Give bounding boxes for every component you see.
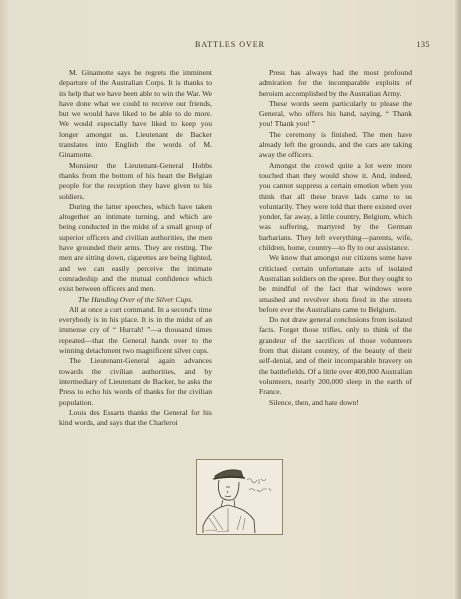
right-column bbox=[259, 68, 412, 408]
paragraph: Press has always had the most profound admiration for the incomparable exploits of heroism accomplished by the Australian Army. bbox=[259, 68, 412, 98]
section-heading: The Handing Over of the Silver Cups. bbox=[78, 294, 193, 304]
paragraph: Do not draw general conclusions from isolated facts. Forget those trifles, only to think of the grandeur of the sacrifices of those volunteers from that distant country, of the beauty of their self-denial, and of their incomparable bravery on the battlefields. Of a little over 400,000 Australian volunteers, nearly 200,000 sleep in the earth of France. bbox=[259, 315, 412, 397]
paragraph: Monsieur the Lieutenant-General Hobbs thanks from the bottom of his heart the Belgian people for the reception they have given to his soldiers. bbox=[59, 160, 212, 201]
paragraph: Silence, then, and hate down! bbox=[269, 397, 359, 407]
paragraph: During the latter speeches, which have taken altogether an intimate turning, and which are being conducted in the midst of a small group of superior officers and civilian authorities, the men have grounded their arms. They are resting. The men are sitting down, cigarettes are being lighted, and we can easily perceive the intimate comradeship and the mutual confidence which exist between officers and men. bbox=[59, 201, 212, 294]
paragraph: M. Ginamotte says he regrets the imminent departure of the Australian Corps. It is thanks to its help that we have been able to win the War. We have done what we could to receive our friends, but we would have liked to be able to do more. We would especially have liked to keep you longer amongst us. Lieutenant de Backer translates into English the words of M. Ginamotte. bbox=[59, 68, 212, 160]
paragraph: All at once a curt command. In a second's time everybody is in his place. It is in the midst of an immense cry of “ Hurrah! ”—a thousand times repeated—that the General hands over to the winning detachment two magnificent silver cups. bbox=[59, 304, 212, 356]
page-number: 135 bbox=[416, 40, 430, 49]
paragraph: We know that amongst our citizens some have criticised certain unfortunate acts of isolated Australian soldiers on the spree. But they ought to be mindful of the fact that windows were smashed and revolver shots fired in the streets before ever the Australians came to Belgium. bbox=[259, 253, 412, 314]
paragraph: The Lieutenant-General again advances towards the civilian authorities, and by intermediary of Lieutenant de Backer, he asks the Press to echo his words of thanks for the civilian population. bbox=[59, 356, 212, 407]
page-edge bbox=[455, 0, 461, 599]
paragraph: These words seem particularly to please the General, who offers his hand, saying, “ Thank you! Thank you! ” bbox=[259, 98, 412, 129]
running-head: BATTLES OVER bbox=[195, 40, 265, 49]
left-column bbox=[59, 68, 212, 428]
paragraph: Amongst the crowd quite a lot were more touched than they would show it. And, indeed, you cannot suppress a certain emotion when you think that all these brave lads came to us voluntarily. They were told that there existed over yonder, far away, a little country, Belgium, which was suffering, martyred by the German barbarians. They left everything—parents, wife, children, home, country—to fly to our assistance. bbox=[259, 160, 412, 253]
page-header bbox=[30, 40, 430, 54]
paragraph: Louis des Essarts thanks the General for his kind words, and says that the Charleroi bbox=[59, 407, 212, 428]
paragraph: The ceremony is finished. The men have already left the grounds, and the cars are taking away the officers. bbox=[259, 129, 412, 160]
portrait-sketch-drawing bbox=[197, 460, 282, 534]
officer-portrait-sketch bbox=[196, 459, 283, 535]
